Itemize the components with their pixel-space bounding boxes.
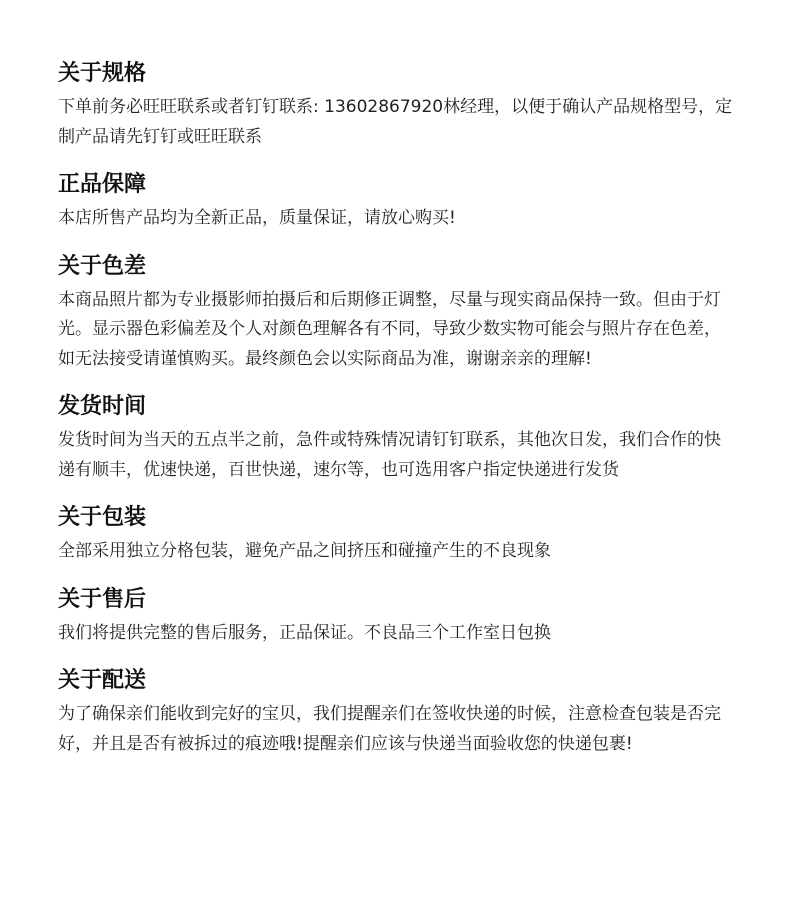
section-title: 关于配送 [58, 668, 147, 693]
section-body: 本商品照片都为专业摄影师拍摄后和后期修正调整，尽量与现实商品保持一致。但由于灯光。显示器色彩偏差及个人对颜色理解各有不同，导致少数实物可能会与照片存在色差，如无法接受请谨慎购买。最终颜色会以实际商品为准，谢谢亲亲的理解! [58, 289, 721, 369]
section-body: 发货时间为当天的五点半之前，急件或特殊情况请钉钉联系，其他次日发，我们合作的快递有顺丰，优速快递，百世快递，速尔等，也可选用客户指定快递进行发货 [58, 430, 721, 480]
section-body: 为了确保亲们能收到完好的宝贝，我们提醒亲们在签收快递的时候，注意检查包装是否完好，并且是否有被拆过的痕迹哦!提醒亲们应该与快递当面验收您的快递包裹! [58, 704, 721, 754]
section-delivery [58, 665, 736, 759]
section-title: 关于售后 [58, 586, 147, 612]
section-body: 下单前务必旺旺联系或者钉钉联系: 13602867920林经理，以便于确认产品规格型号，定制产品请先钉钉或旺旺联系 [58, 97, 733, 147]
section-shipping-time [58, 391, 736, 485]
section-packaging [58, 502, 736, 567]
section-body: 我们将提供完整的售后服务，正品保证。不良品三个工作室日包换 [58, 622, 551, 643]
section-title: 发货时间 [58, 394, 147, 419]
section-specifications [58, 58, 736, 152]
section-body: 本店所售产品均为全新正品，质量保证，请放心购买! [58, 208, 456, 228]
section-color-difference [58, 251, 736, 375]
section-title: 关于包装 [58, 505, 147, 530]
section-body: 全部采用独立分格包装，避免产品之间挤压和碰撞产生的不良现象 [58, 541, 551, 561]
section-authenticity [58, 169, 736, 234]
section-title: 正品保障 [58, 172, 147, 197]
section-after-sales [58, 584, 736, 649]
section-title: 关于色差 [58, 253, 147, 279]
section-title: 关于规格 [58, 61, 147, 86]
